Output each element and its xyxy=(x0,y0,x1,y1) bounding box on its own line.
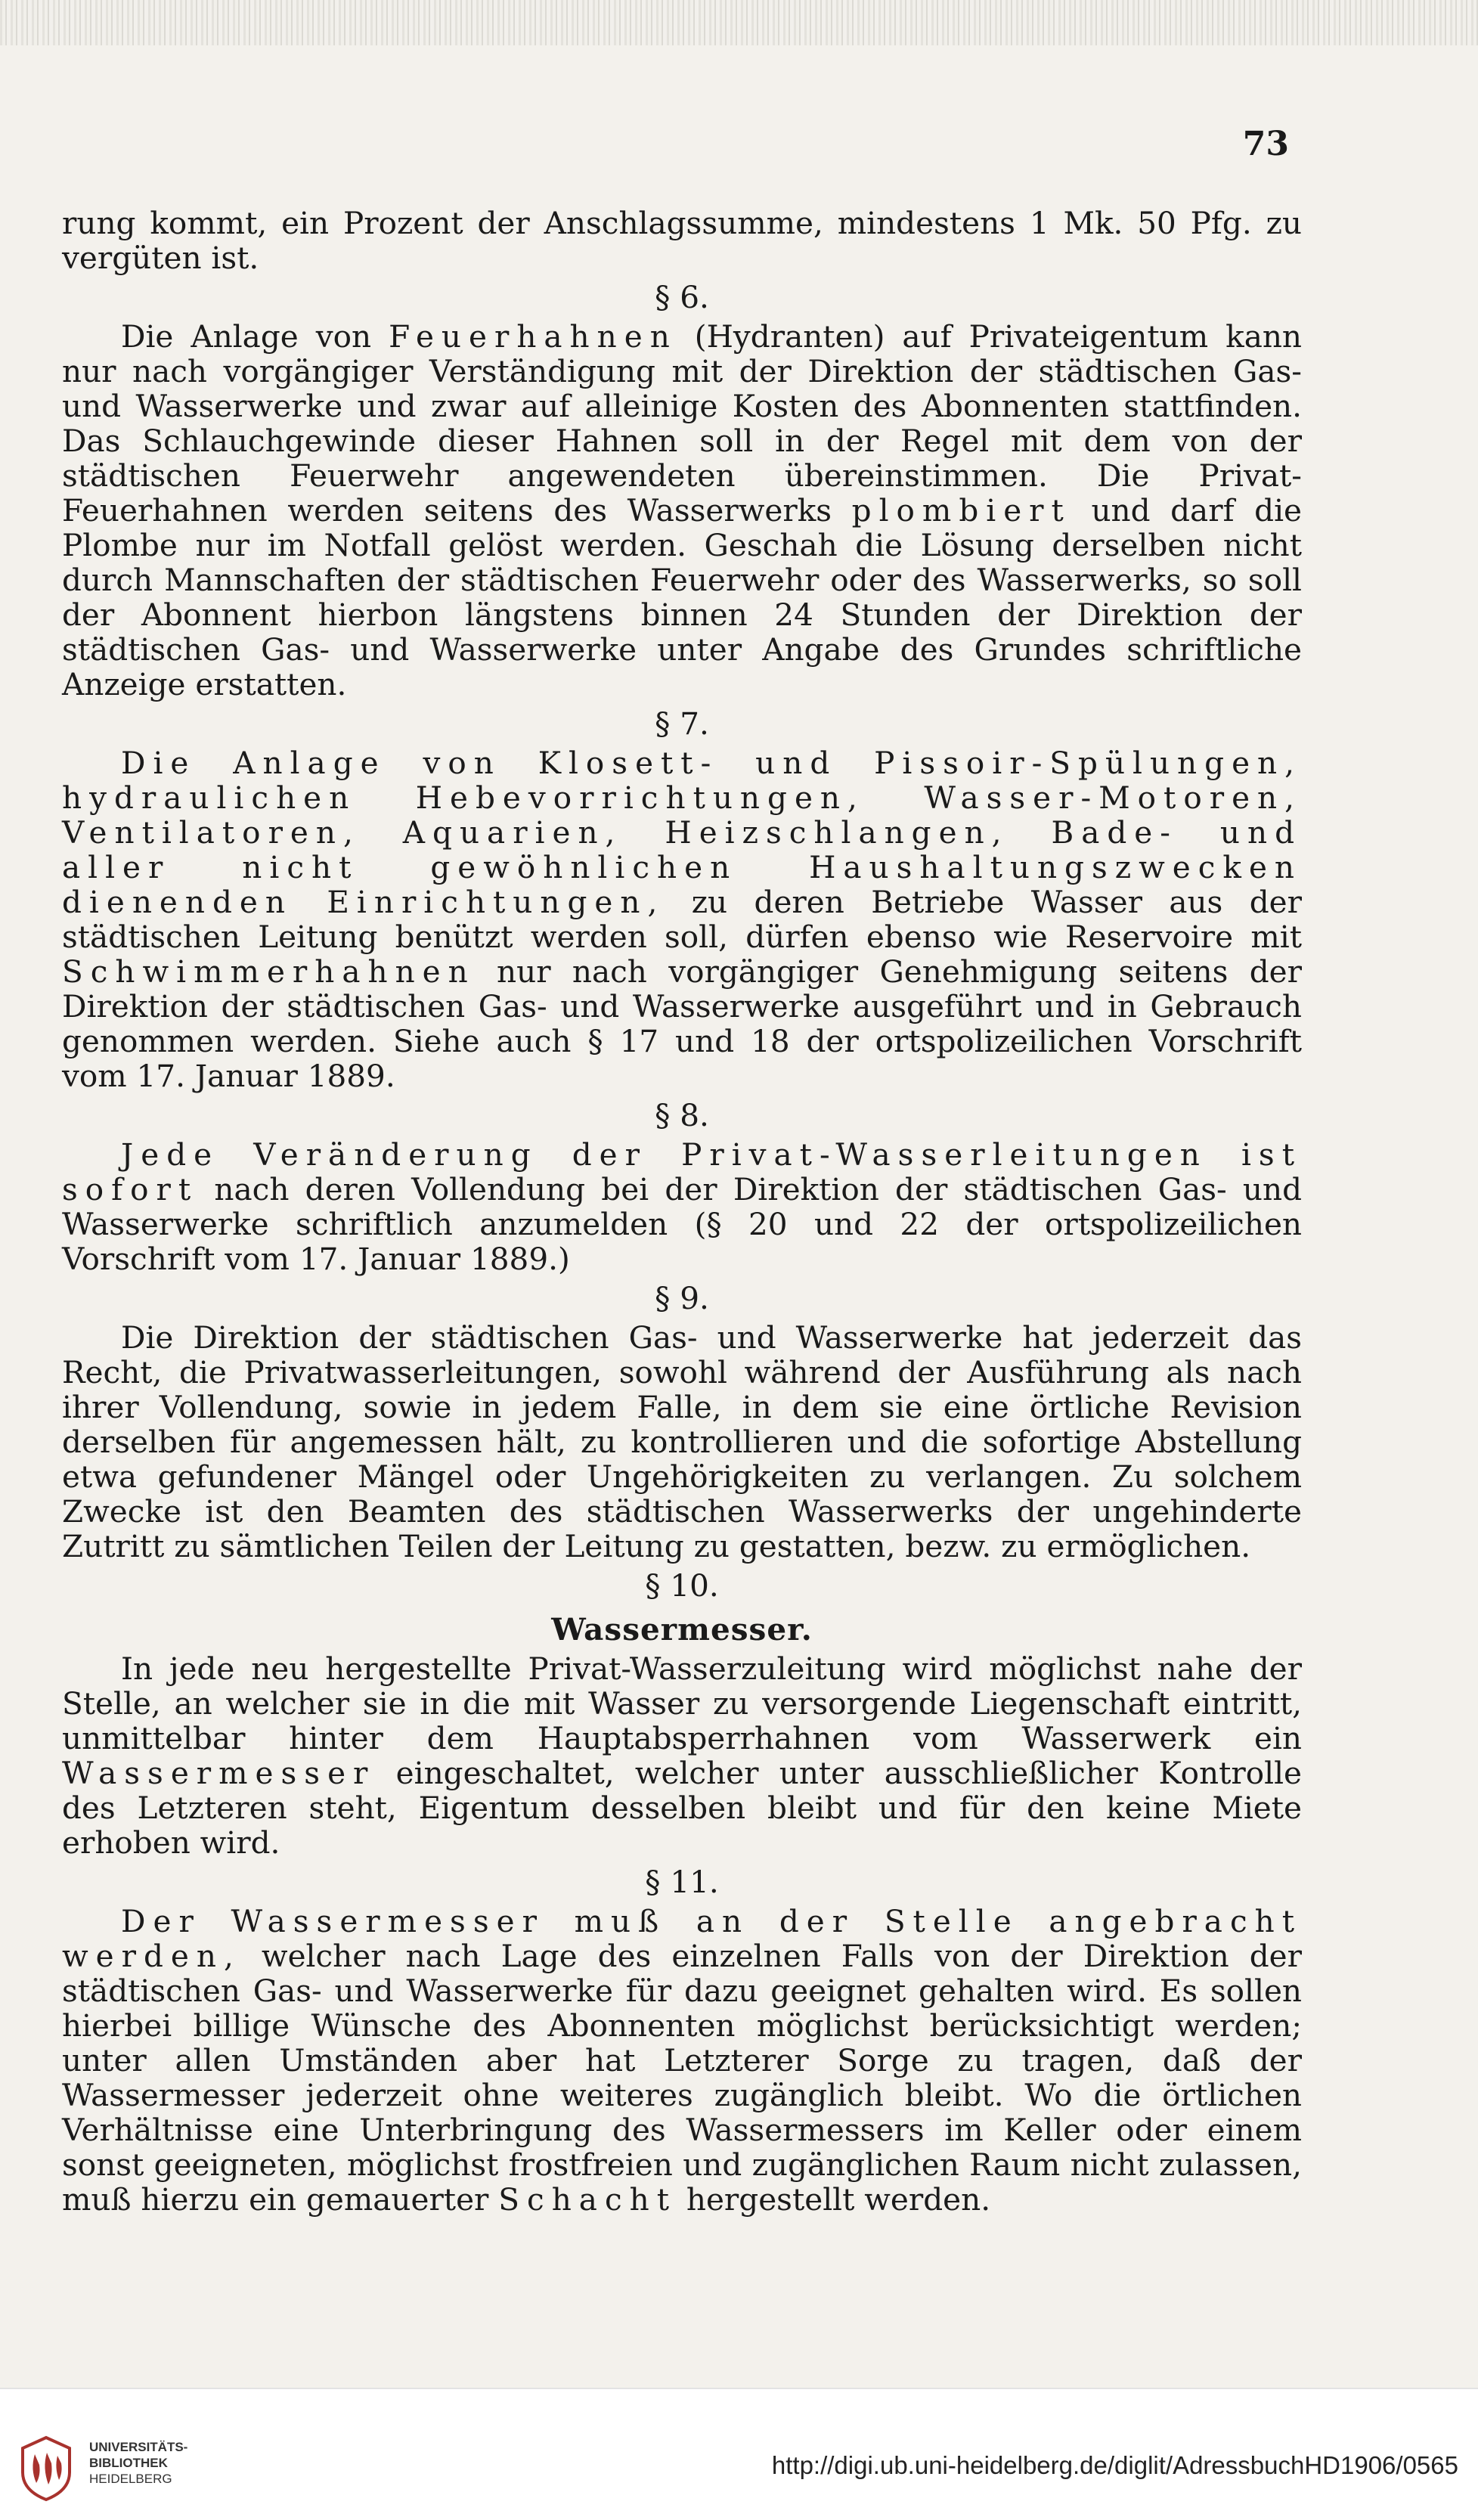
scan-edge-noise xyxy=(0,0,1478,45)
paragraph-11: Der Wassermesser muß an der Stelle angebracht werden, welcher nach Lage des einzelnen Falls von der Direktion der städtischen Gas- und Wasserwerke für dazu geeignet gehalten wird. Es sollen hierbei billige Wünsche des Abonnenten möglichst berücksichtigt werden; unter allen Umständen aber hat Letzterer Sorge zu tragen, daß der Wassermesser jederzeit ohne weiteres zugänglich bleibt. Wo die örtlichen Verhältnisse eine Unterbringung des Wassermessers im Keller oder einem sonst geeigneten, möglichst frostfreien und zugänglichen Raum nicht zulassen, muß hierzu ein gemauerter Schacht hergestellt werden. xyxy=(62,1903,1302,2218)
paragraph-7: Die Anlage von Klosett- und Pissoir-Spülungen, hydraulichen Hebevorrichtungen, Wasser-Motoren, Ventilatoren, Aquarien, Heizschlangen, Bade- und aller nicht gewöhnlichen Haushaltungszwecken dienenden Einrichtungen, zu deren Betriebe Wasser aus der städtischen Leitung benützt werden soll, dürfen ebenso wie Reservoire mit Schwimmerhahnen nur nach vorgängiger Genehmigung seitens der Direktion der städtischen Gas- und Wasserwerke ausgeführt und in Gebrauch genommen werden. Siehe auch § 17 und 18 der ortspolizeilichen Vorschrift vom 17. Januar 1889. xyxy=(62,745,1303,1094)
section-heading-wassermesser: Wassermesser. xyxy=(551,1611,813,1647)
section-7-mark: § 7. xyxy=(655,705,709,742)
section-10-mark: § 10. xyxy=(645,1567,719,1604)
paragraph-9: Die Direktion der städtischen Gas- und Wasserwerke hat jederzeit das Recht, die Privatwasserleitungen, sowohl während der Ausführung als nach ihrer Vollendung, sowie in jedem Falle, in dem sie eine örtliche Revision derselben für angemessen hält, zu kontrollieren und die sofortige Abstellung etwa gefundener Mängel oder Ungehörigkeiten zu verlangen. Zu solchem Zwecke ist den Beamten des städtischen Wasserwerks der ungehinderte Zutritt zu sämtlichen Teilen der Leitung zu gestatten, bezw. zu ermöglichen. xyxy=(62,1319,1302,1564)
paragraph-8: Jede Veränderung der Privat-Wasserleitungen ist sofort nach deren Vollendung bei der Direktion der städtischen Gas- und Wasserwerke schriftlich anzumelden (§ 20 und 22 der ortspolizeilichen Vorschrift vom 17. Januar 1889.) xyxy=(62,1136,1303,1277)
paragraph-6: Die Anlage von Feuerhahnen (Hydranten) auf Privateigentum kann nur nach vorgängiger Verständigung mit der Direktion der städtischen Gas- und Wasserwerke und zwar auf alleinige Kosten des Abonnenten stattfinden. Das Schlauchgewinde dieser Hahnen soll in der Regel mit dem von der städtischen Feuerwehr angewendeten übereinstimmen. Die Privat-Feuerhahnen werden seitens des Wasserwerks plombiert und darf die Plombe nur im Notfall gelöst werden. Geschah die Lösung derselben nicht durch Mannschaften der städtischen Feuerwehr oder des Wasserwerks, so soll der Abonnent hierbon längstens binnen 24 Stunden der Direktion der städtischen Gas- und Wasserwerke unter Angabe des Grundes schriftliche Anzeige erstatten. xyxy=(62,318,1303,702)
section-8-mark: § 8. xyxy=(655,1097,709,1133)
paragraph-10: In jede neu hergestellte Privat-Wasserzuleitung wird möglichst nahe der Stelle, an welcher sie in die mit Wasser zu versorgende Liegenschaft eintritt, unmittelbar hinter dem Hauptabsperrhahnen vom Wasserwerk ein Wassermesser eingeschaltet, welcher unter ausschließlicher Kontrolle des Letzteren steht, Eigentum desselben bleibt und für den keine Miete erhoben wird. xyxy=(62,1651,1302,1861)
digitization-footer xyxy=(0,2388,1478,2520)
document-body xyxy=(62,206,1302,2217)
page-number: 73 xyxy=(1242,125,1289,163)
section-9-mark: § 9. xyxy=(655,1280,709,1316)
section-11-mark: § 11. xyxy=(645,1864,719,1900)
library-name: UNIVERSITÄTS- BIBLIOTHEK HEIDELBERG xyxy=(89,2440,188,2486)
library-seal-icon xyxy=(17,2435,76,2503)
paragraph-intro: rung kommt, ein Prozent der Anschlagssumme, mindestens 1 Mk. 50 Pfg. zu vergüten ist. xyxy=(62,205,1302,276)
source-url-link[interactable]: http://digi.ub.uni-heidelberg.de/diglit/AdressbuchHD1906/0565 xyxy=(771,2451,1458,2479)
section-6-mark: § 6. xyxy=(655,279,709,315)
